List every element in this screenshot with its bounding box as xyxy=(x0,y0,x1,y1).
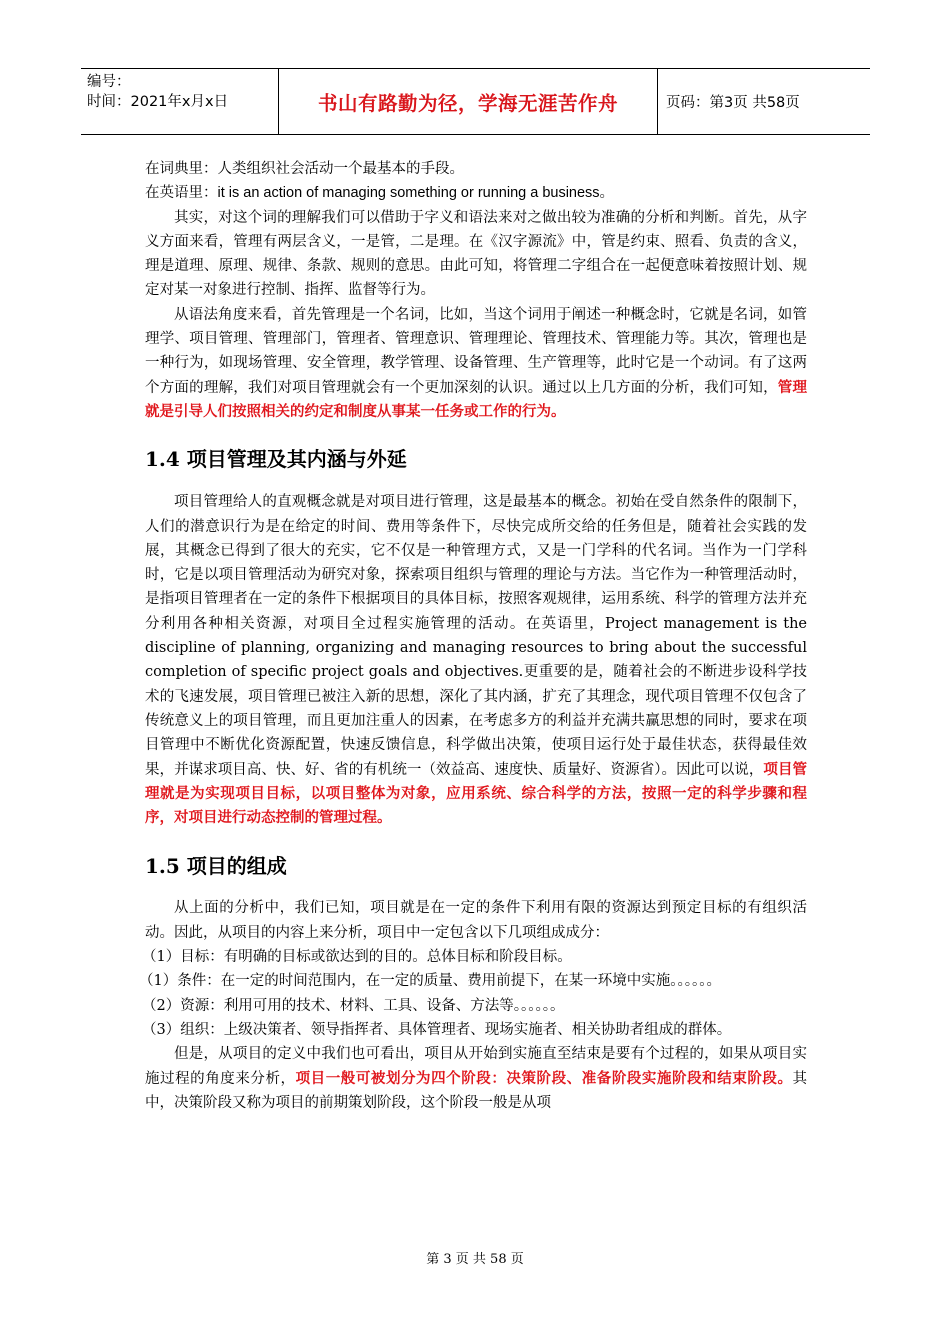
paragraph-grammar-text: 从语法角度来看，首先管理是一个名词，比如，当这个词用于阐述一种概念时，它就是名词，如管理学、项目管理、管理部门，管理者、管理意识、管理理论、管理技术、管理能力等。其次，管理也是一种行为，如现场管理、安全管理，教学管理、设备管理、生产管理等，此时它是一个动词。有了这两个方面的理解，我们对项目管理就会有一个更加深刻的认识。通过以上几方面的分析，我们可知， xyxy=(145,306,807,396)
header-motto: 书山有路勤为径，学海无涯苦作舟 xyxy=(279,69,658,134)
header-page-info: 页码：第3页 共58页 xyxy=(666,95,800,111)
list-item: （1）目标：有明确的目标或欲达到的目的。总体目标和阶段目标。 xyxy=(142,949,572,966)
paragraph-project-management-text: 项目管理给人的直观概念就是对项目进行管理，这是最基本的概念。初始在受自然条件的限制下，人们的潜意识行为是在给定的时间、费用等条件下，尽快完成所交给的任务但是，随着社会实践的发展，其概念已得到了很大的充实，它不仅是一种管理方式，又是一门学科的代名词。当作为一门学科时，它是以项目管理活动为研究对象，探索项目组织与管理的理论与方法。当它作为一种管理活动时，是指项目管理者在一定的条件下根据项目的具体目标，按照客观规律，运用系统、科学的管理方法并充分利用各种相关资源，对项目全过程实施管理的活动。在英语里，Project management is the discipline of planning, organizing and managing resources to bring about the successful completion of specific project goals and objectives.更重要的是，随着社会的不断进步设科学技术的飞速发展，项目管理已被注入新的思想，深化了其内涵，扩充了其理念，现代项目管理不仅包含了传统意义上的项目管理，而且更加注重人的因素，在考虑多方的利益并充满共赢思想的同时，要求在项目管理中不断优化资源配置，快速反馈信息，科学做出决策，使项目运行处于最佳状态，获得最佳效果，并谋求项目高、快、好、省的有机统一（效益高、速度快、质量好、资源省）。因此可以说， xyxy=(145,494,807,778)
definition-dictionary: 在词典里：人类组织社会活动一个最基本的手段。 xyxy=(145,161,464,177)
paragraph-project-phases-text-b: 其中，决策阶段又称为项目的前期策划阶段，这个阶段一般是从项 xyxy=(145,1070,808,1111)
paragraph-project-phases xyxy=(145,1042,807,1115)
section-heading-1-5: 1.5 项目的组成 xyxy=(145,854,287,879)
paragraph-project-phases-text-a: 但是，从项目的定义中我们也可看出，项目从开始到实施直至结束是要有个过程的，如果从项目实施过程的角度来分析， xyxy=(145,1046,807,1087)
paragraph-word-meaning: 其实，对这个词的理解我们可以借助于字义和语法来对之做出较为准确的分析和判断。首先，从字义方面来看，管理有两层含义，一是管，二是理。在《汉字源流》中，管是约束、照看、负责的含义，理是道理、原理、规律、条款、规则的意思。由此可知，将管理二字组合在一起便意味着按照计划、规定对某一对象进行控制、指挥、监督等行为。 xyxy=(145,209,807,299)
paragraph-project-management xyxy=(145,490,807,830)
definition-english-text: it is an action of managing something or running a business。 xyxy=(217,185,615,202)
definition-english xyxy=(145,181,807,205)
date-label: 时间：2021年x月x日 xyxy=(87,94,229,110)
serial-label: 编号： xyxy=(87,74,131,90)
project-management-definition-highlight: 项目管理就是为实现项目目标，以项目整体为对象，应用系统、综合科学的方法，按照一定的科学步骤和程序，对项目进行动态控制的管理过程。 xyxy=(145,760,808,827)
paragraph-grammar xyxy=(145,303,807,424)
paragraph-project-components: 从上面的分析中，我们已知，项目就是在一定的条件下利用有限的资源达到预定目标的有组织活动。因此，从项目的内容上来分析，项目中一定包含以下几项组成成分： xyxy=(145,900,807,941)
list-item: （1）条件：在一定的时间范围内，在一定的质量、费用前提下，在某一环境中实施。。。。。。 xyxy=(139,973,721,990)
header-meta xyxy=(81,69,279,134)
list-item: （3）组织：上级决策者、领导指挥者、具体管理者、现场实施者、相关协助者组成的群体。 xyxy=(142,1021,732,1038)
definition-english-prefix: 在英语里： xyxy=(145,185,218,202)
document-body xyxy=(139,157,808,1115)
page-header xyxy=(81,68,870,135)
page-footer: 第 3 页 共 58 页 xyxy=(426,1252,524,1267)
management-definition-highlight: 管理就是引导人们按照相关的约定和制度从事某一任务或工作的行为。 xyxy=(145,378,807,420)
section-heading-1-4: 1.4 项目管理及其内涵与外延 xyxy=(145,447,407,472)
project-phases-highlight: 项目一般可被划分为四个阶段：决策阶段、准备阶段实施阶段和结束阶段。 xyxy=(295,1069,793,1087)
list-item: （2）资源：利用可用的技术、材料、工具、设备、方法等。。。。。。 xyxy=(142,997,565,1014)
